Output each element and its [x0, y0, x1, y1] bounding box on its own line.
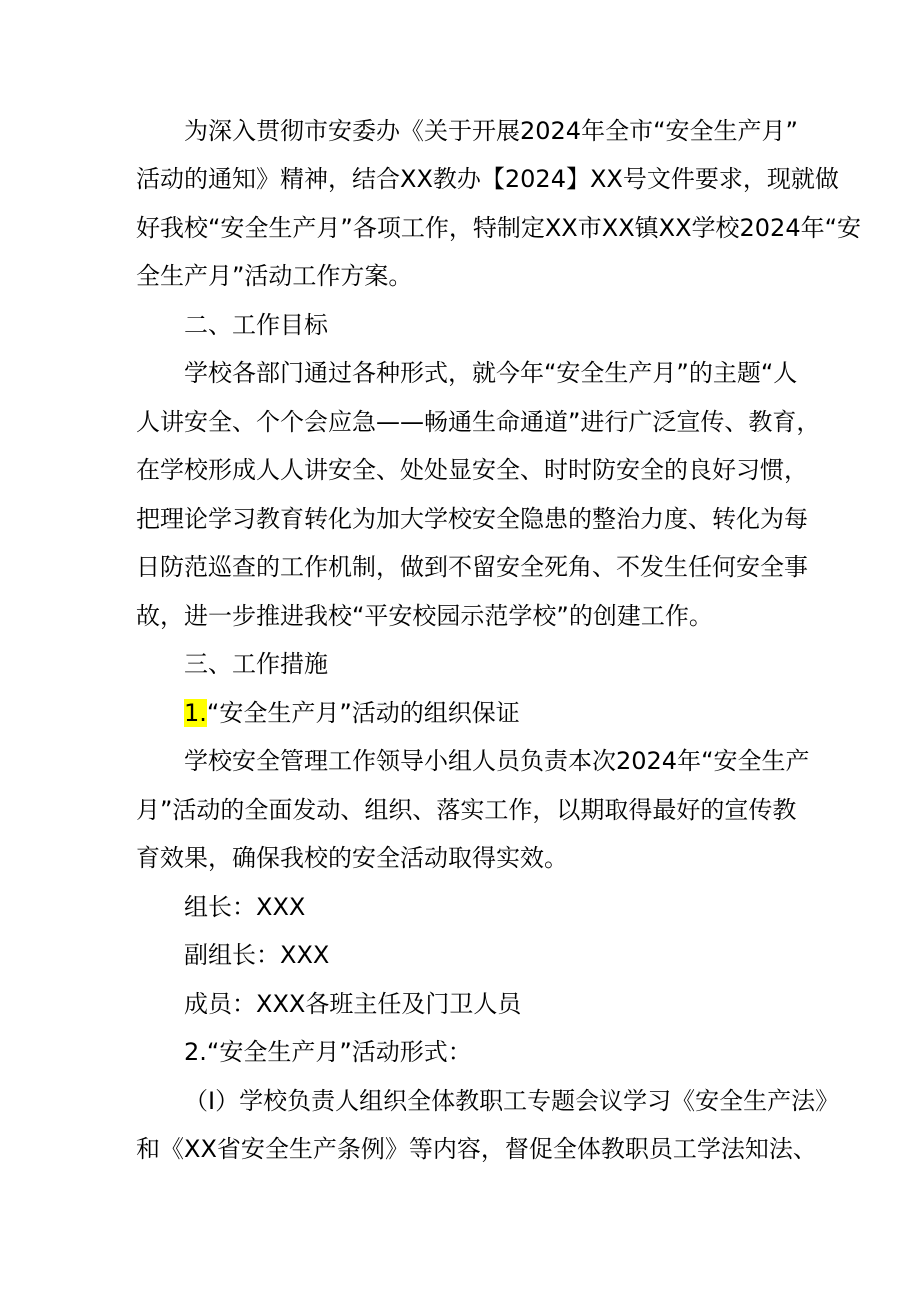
- item1-line-3: 育效果，确保我校的安全活动取得实效。: [136, 844, 568, 872]
- item2-sub-line-1: （I）学校负责人组织全体教职工专题会议学习《安全生产法》: [184, 1087, 840, 1115]
- section-heading-goals: 二、工作目标: [184, 311, 328, 339]
- intro-line-3: 好我校“安全生产月”各项工作，特制定XX市XX镇XX学校2024年“安: [136, 214, 862, 242]
- intro-line-2: 活动的通知》精神，结合XX教办【2024】XX号文件要求，现就做: [136, 165, 839, 193]
- goal-line-5: 日防范巡查的工作机制，做到不留安全死角、不发生任何安全事: [136, 553, 808, 581]
- item1-title: “安全生产月”活动的组织保证: [206, 699, 520, 727]
- intro-line-4: 全生产月”活动工作方案。: [136, 262, 413, 290]
- item2-sub-line-2: 和《XX省安全生产条例》等内容，督促全体教职员工学法知法、: [136, 1135, 817, 1163]
- goal-line-4: 把理论学习教育转化为加大学校安全隐患的整治力度、转化为每: [136, 505, 808, 533]
- deputy-leader-line: 副组长：XXX: [184, 941, 330, 969]
- goal-line-3: 在学校形成人人讲安全、处处显安全、时时防安全的良好习惯，: [136, 456, 808, 484]
- item1-line-1: 学校安全管理工作领导小组人员负责本次2024年“安全生产: [184, 747, 810, 775]
- leader-line: 组长：XXX: [184, 893, 306, 921]
- intro-line-1: 为深入贯彻市安委办《关于开展2024年全市“安全生产月”: [184, 117, 798, 145]
- item1-heading: [184, 698, 520, 728]
- members-line: 成员：XXX各班主任及门卫人员: [184, 990, 522, 1018]
- goal-line-2: 人讲安全、个个会应急——畅通生命通道”进行广泛宣传、教育，: [136, 408, 821, 436]
- item1-number: 1.: [184, 699, 207, 727]
- item2-heading: 2.“安全生产月”活动形式：: [184, 1038, 472, 1066]
- section-heading-measures: 三、工作措施: [184, 650, 328, 678]
- item1-line-2: 月”活动的全面发动、组织、落实工作，以期取得最好的宣传教: [136, 796, 797, 824]
- goal-line-6: 故，进一步推进我校“平安校园示范学校”的创建工作。: [136, 602, 713, 630]
- goal-line-1: 学校各部门通过各种形式，就今年“安全生产月”的主题“人: [184, 359, 798, 387]
